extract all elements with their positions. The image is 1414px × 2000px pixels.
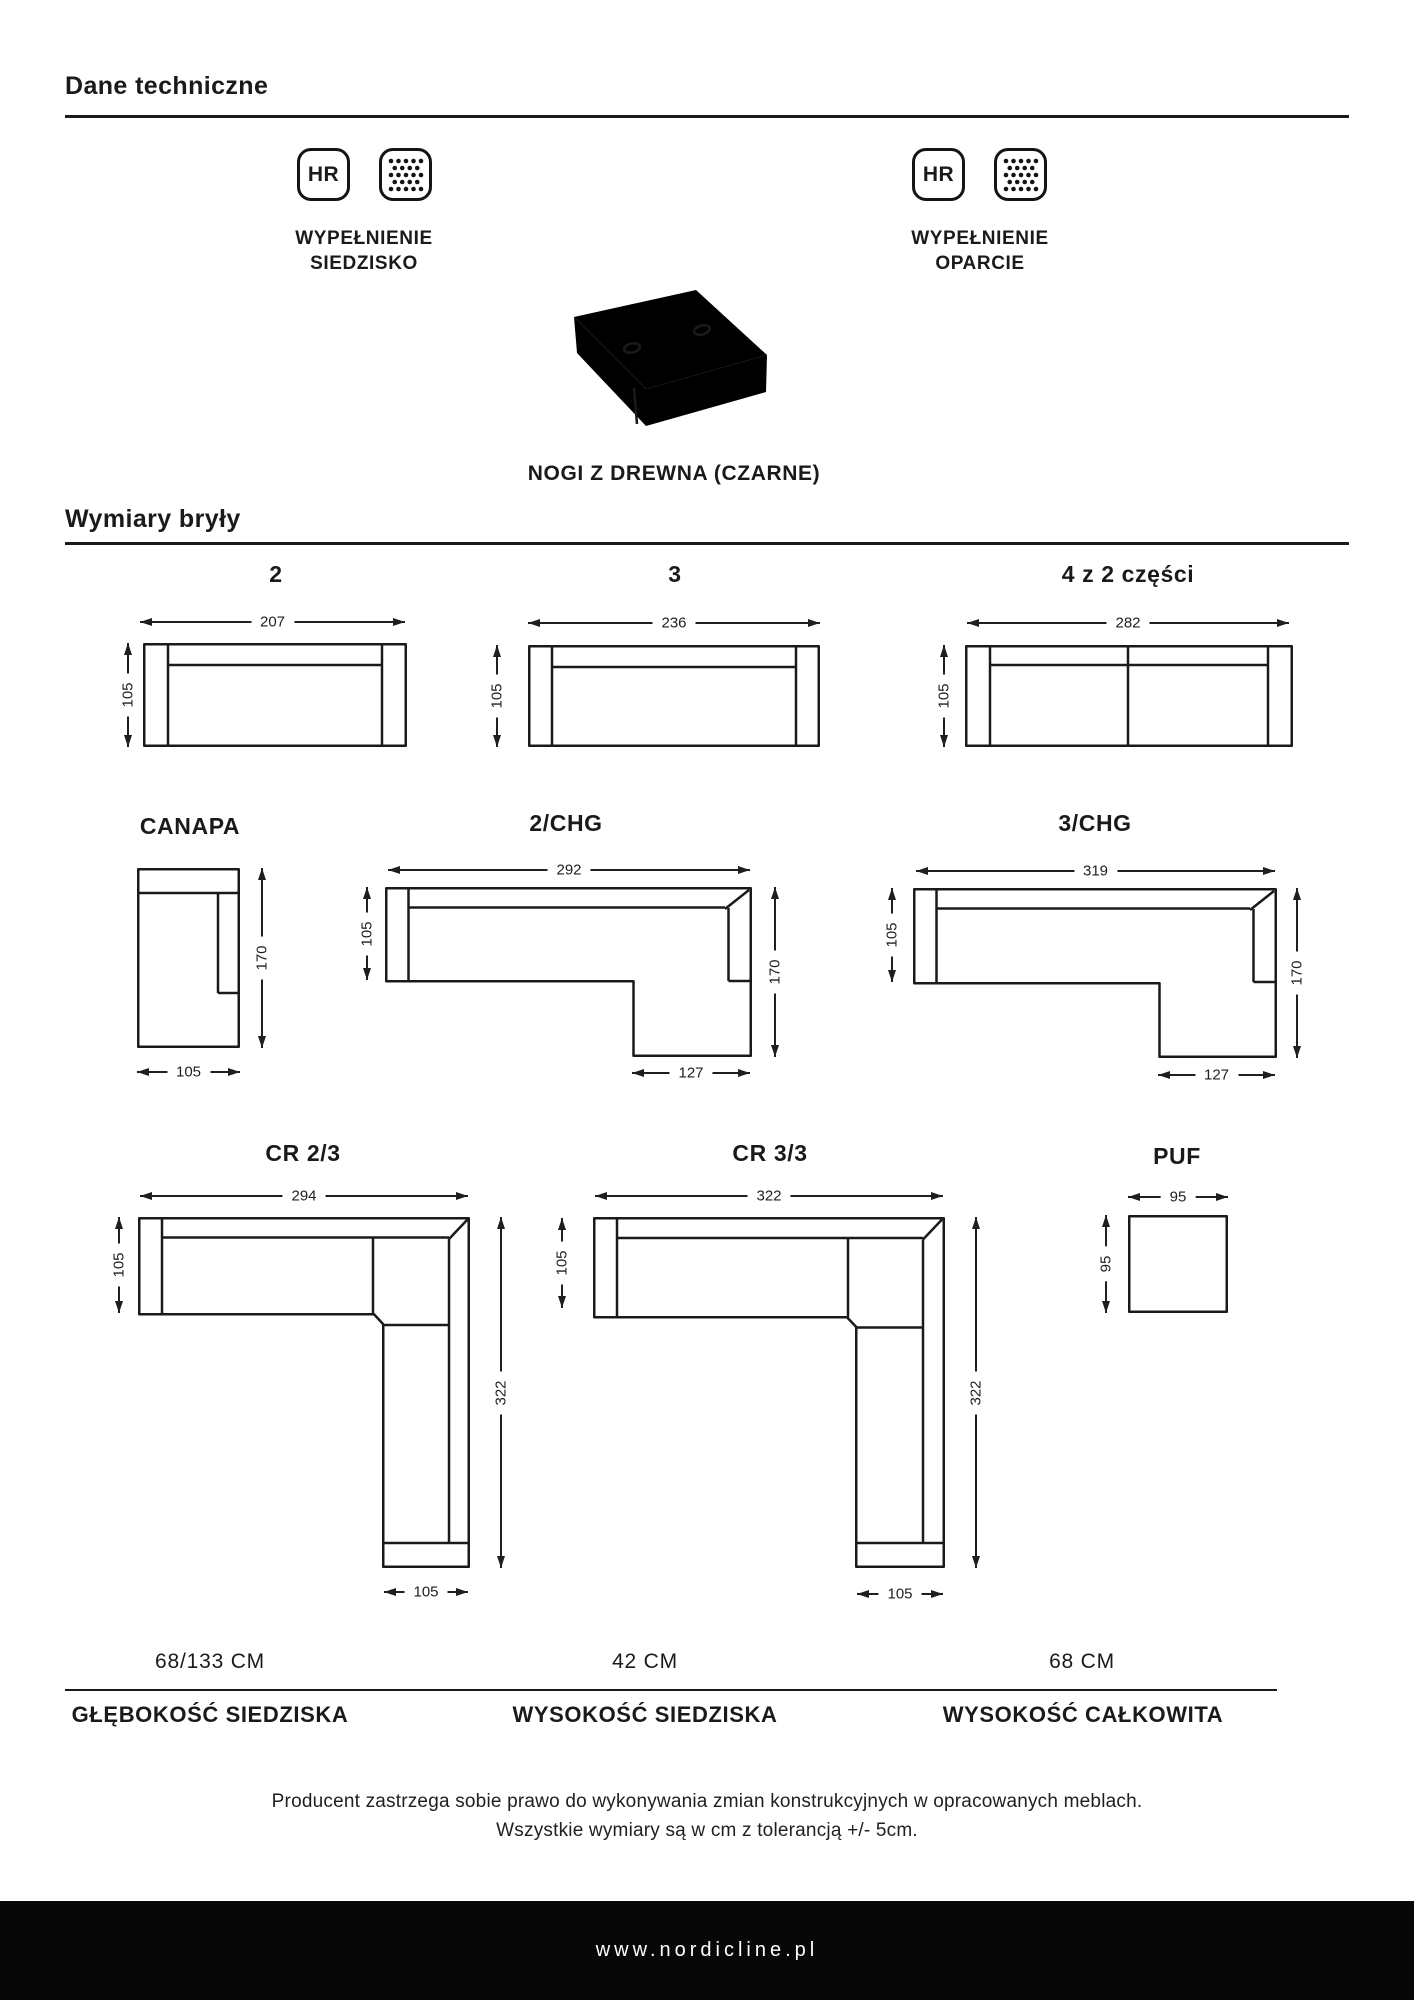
legs-label: NOGI Z DREWNA (CZARNE)	[527, 462, 821, 485]
dim-2chg-width: 292	[388, 869, 750, 871]
dim-2chg-chaise: 127	[632, 1072, 750, 1074]
spec-seat-depth-label: GŁĘBOKOŚĆ SIEDZISKA	[71, 1702, 349, 1727]
spec-divider	[65, 1689, 1277, 1691]
footer-url[interactable]: www.nordicline.pl	[595, 1939, 819, 1961]
dim-cr23-height: 322	[500, 1217, 502, 1568]
filling-back-caption	[911, 226, 1049, 276]
diagram-label-canapa: CANAPA	[139, 813, 241, 839]
hr-foam-label: HR	[307, 162, 340, 186]
dim-sofa3-width: 236	[528, 622, 820, 624]
filling-seat-caption-line2: SIEDZISKO	[310, 253, 418, 274]
dim-sofa2-width: 207	[140, 621, 405, 623]
dim-cr23-bottom: 105	[384, 1591, 468, 1593]
footer-bar	[0, 1901, 1414, 2000]
dim-canapa-width: 105	[137, 1071, 240, 1073]
spec-seat-height-label: WYSOKOŚĆ SIEDZISKA	[512, 1702, 778, 1727]
filling-back-caption-line2: OPARCIE	[935, 253, 1025, 274]
hr-foam-label-back: HR	[922, 162, 955, 186]
diagram-label-puf: PUF	[1153, 1143, 1201, 1169]
diagram-label-3chg: 3/CHG	[1058, 810, 1132, 836]
dim-2chg-depth: 105	[366, 887, 368, 980]
hr-foam-icon-back	[912, 148, 965, 201]
dim-puf-height: 95	[1105, 1215, 1107, 1313]
page-title: Dane techniczne	[65, 72, 269, 100]
spec-seat-height-value: 42 CM	[612, 1650, 678, 1673]
spec-total-height-label: WYSOKOŚĆ CAŁKOWITA	[942, 1702, 1224, 1727]
hr-foam-icon	[297, 148, 350, 201]
filling-seat-caption	[295, 226, 433, 276]
sofa-4-diagram	[965, 645, 1293, 747]
spec-total-height-value: 68 CM	[1049, 1650, 1115, 1673]
foam-dots-icon-back	[994, 148, 1047, 201]
dimensions-section-title: Wymiary bryły	[65, 505, 241, 533]
cr33-diagram	[593, 1217, 945, 1568]
dim-cr33-height: 322	[975, 1217, 977, 1568]
foam-dots-glyph	[383, 152, 429, 198]
header-divider	[65, 115, 1349, 118]
dim-canapa-height: 170	[261, 868, 263, 1048]
cr23-diagram	[138, 1217, 470, 1568]
dim-3chg-depth: 105	[891, 888, 893, 982]
dim-puf-width: 95	[1128, 1196, 1228, 1198]
dim-cr33-width: 322	[595, 1195, 943, 1197]
foam-dots-glyph-back	[998, 152, 1044, 198]
dim-sofa4-width: 282	[967, 622, 1289, 624]
diagram-label-cr23: CR 2/3	[265, 1140, 341, 1166]
sofa-3-diagram	[528, 645, 820, 747]
dimensions-section-divider	[65, 542, 1349, 545]
dim-cr33-bottom: 105	[857, 1593, 943, 1595]
disclaimer-line2: Wszystkie wymiary są w cm z tolerancją +/- 5cm.	[496, 1820, 918, 1841]
puf-diagram	[1128, 1215, 1228, 1313]
dim-2chg-height: 170	[774, 887, 776, 1057]
diagram-label-sofa-3: 3	[668, 561, 682, 587]
2chg-diagram	[385, 887, 752, 1057]
dim-sofa2-depth: 105	[127, 643, 129, 747]
diagram-label-sofa-2: 2	[269, 561, 283, 587]
diagram-label-cr33: CR 3/3	[732, 1140, 808, 1166]
sofa-2-diagram	[143, 643, 407, 747]
dim-3chg-height: 170	[1296, 888, 1298, 1058]
wooden-leg-illustration	[560, 283, 780, 443]
dim-3chg-width: 319	[916, 870, 1275, 872]
3chg-diagram	[913, 888, 1277, 1058]
dim-sofa3-depth: 105	[496, 645, 498, 747]
disclaimer-line1: Producent zastrzega sobie prawo do wykonywania zmian konstrukcyjnych w opracowanych meblach.	[271, 1791, 1143, 1812]
filling-seat-caption-line1: WYPEŁNIENIE	[295, 228, 433, 249]
canapa-diagram	[137, 868, 240, 1048]
spec-seat-depth-value: 68/133 CM	[155, 1650, 265, 1673]
diagram-label-sofa-4: 4 z 2 części	[1061, 561, 1195, 587]
diagram-label-2chg: 2/CHG	[529, 810, 603, 836]
dim-3chg-chaise: 127	[1158, 1074, 1275, 1076]
dim-cr23-depth: 105	[118, 1217, 120, 1313]
dim-cr33-depth: 105	[561, 1218, 563, 1308]
filling-back-caption-line1: WYPEŁNIENIE	[911, 228, 1049, 249]
dim-sofa4-depth: 105	[943, 645, 945, 747]
foam-dots-icon	[379, 148, 432, 201]
dim-cr23-width: 294	[140, 1195, 468, 1197]
